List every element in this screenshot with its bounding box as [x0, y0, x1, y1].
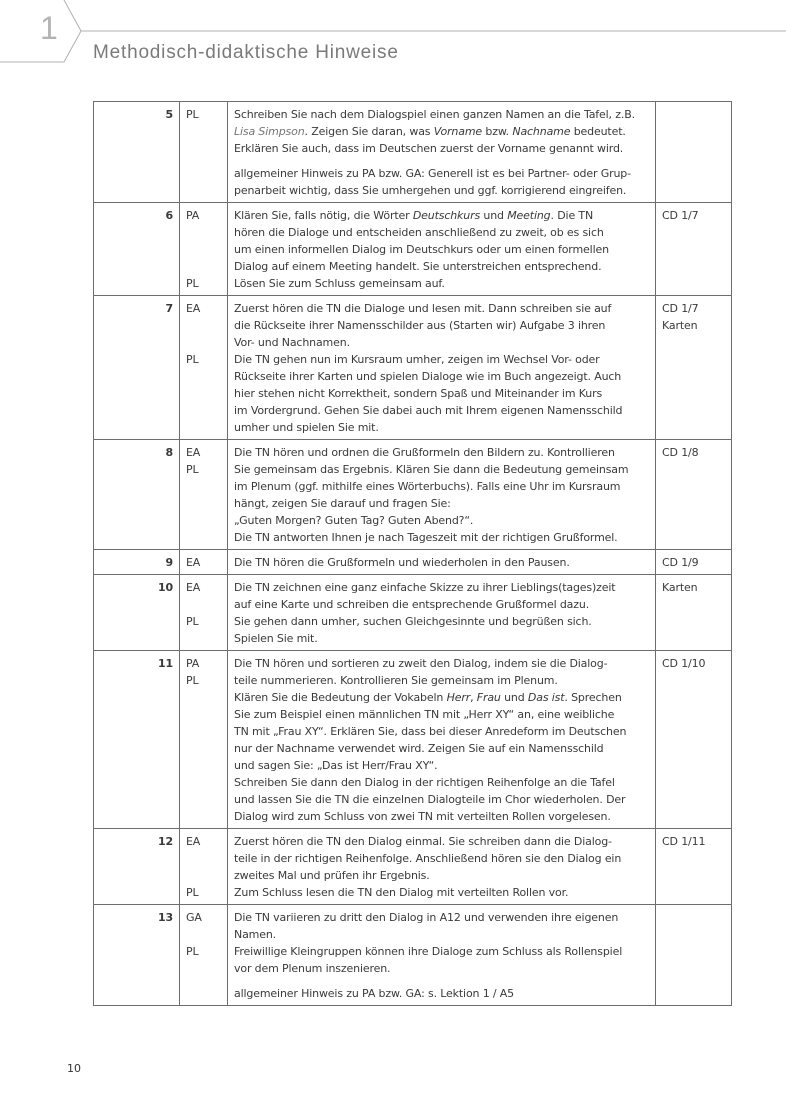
table-row: [94, 296, 732, 440]
social-form: PL: [186, 277, 199, 290]
media-item: CD 1/7: [662, 209, 699, 222]
note-line: penarbeit wichtig, dass Sie umhergehen und ggf. korrigierend eingreifen.: [234, 184, 627, 197]
general-note: [234, 165, 649, 199]
text-segment: hier stehen nicht Korrektheit, sondern Spaß und Miteinander im Kurs: [234, 387, 603, 400]
media-cell: [656, 440, 732, 550]
step-number: 10: [94, 575, 180, 651]
text-segment: nur der Nachname verwendet wird. Zeigen Sie auf ein Namensschild: [234, 742, 604, 755]
social-form-cell: [180, 905, 228, 1006]
social-form: PL: [186, 674, 199, 687]
table-row: [94, 440, 732, 550]
general-note: [234, 985, 649, 1002]
social-form: [186, 334, 221, 351]
text-segment: Zum Schluss lesen die TN den Dialog mit verteilten Rollen vor.: [234, 886, 569, 899]
step-number: 8: [94, 440, 180, 550]
social-form: [186, 258, 221, 275]
page-number: 10: [67, 1062, 81, 1075]
text-segment: Schreiben Sie nach dem Dialogspiel einen ganzen Namen an die Tafel, z.B.: [234, 108, 635, 121]
table-row: [94, 102, 732, 203]
instruction-paragraph: [234, 909, 649, 977]
instruction-paragraph: [234, 207, 649, 292]
text-segment: Die TN gehen nun im Kursraum umher, zeigen im Wechsel Vor- oder: [234, 353, 600, 366]
instruction-text: [228, 296, 656, 440]
note-line: allgemeiner Hinweis zu PA bzw. GA: s. Lektion 1 / A5: [234, 987, 515, 1000]
table-row: [94, 905, 732, 1006]
media-cell: [656, 550, 732, 575]
instruction-paragraph: [234, 833, 649, 901]
media-item: CD 1/8: [662, 446, 699, 459]
instruction-text: [228, 905, 656, 1006]
instruction-text: [228, 440, 656, 550]
text-segment: teile in der richtigen Reihenfolge. Anschließend hören sie den Dialog ein: [234, 852, 622, 865]
text-segment: Sie gemeinsam das Ergebnis. Klären Sie dann die Bedeutung gemeinsam: [234, 463, 629, 476]
social-form: EA: [186, 556, 201, 569]
step-number: 12: [94, 829, 180, 905]
text-segment: Die TN variieren zu dritt den Dialog in A12 und verwenden ihre eigenen: [234, 911, 619, 924]
text-segment: hängt, zeigen Sie darauf und fragen Sie:: [234, 497, 451, 510]
text-segment: zweites Mal und prüfen ihr Ergebnis.: [234, 869, 430, 882]
social-form: PL: [186, 353, 199, 366]
text-segment: umher und spielen Sie mit.: [234, 421, 379, 434]
social-form: [186, 317, 221, 334]
text-segment: Rückseite ihrer Karten und spielen Dialoge wie im Buch angezeigt. Auch: [234, 370, 622, 383]
social-form: GA: [186, 911, 202, 924]
text-segment: auf eine Karte und schreiben die entsprechende Grußformel dazu.: [234, 598, 590, 611]
media-cell: [656, 575, 732, 651]
text-segment: Dialog auf einem Meeting handelt. Sie unterstreichen entsprechend.: [234, 260, 602, 273]
step-number: 6: [94, 203, 180, 296]
text-segment: Zuerst hören die TN die Dialoge und lesen mit. Dann schreiben sie auf: [234, 302, 612, 315]
page-title: Methodisch-didaktische Hinweise: [93, 42, 399, 63]
text-segment: Vor- und Nachnamen.: [234, 336, 350, 349]
media-cell: [656, 102, 732, 203]
text-segment: . Sprechen: [564, 691, 622, 704]
text-segment: und lassen Sie die TN die einzelnen Dialogteile im Chor wiederholen. Der: [234, 793, 626, 806]
text-segment: Dialog wird zum Schluss von zwei TN mit verteilten Rollen vorgelesen.: [234, 810, 611, 823]
text-segment: Freiwillige Kleingruppen können ihre Dialoge zum Schluss als Rollenspiel: [234, 945, 623, 958]
emphasis: Vorname: [433, 125, 483, 138]
text-segment: teile nummerieren. Kontrollieren Sie gemeinsam im Plenum.: [234, 674, 558, 687]
text-segment: TN mit „Frau XY“. Erklären Sie, dass bei dieser Anredeform im Deutschen: [234, 725, 627, 738]
media-cell: [656, 905, 732, 1006]
social-form: [186, 926, 221, 943]
step-number: 5: [94, 102, 180, 203]
social-form: PL: [186, 108, 199, 121]
text-segment: Die TN antworten Ihnen je nach Tageszeit mit der richtigen Grußformel.: [234, 531, 618, 544]
instruction-text: [228, 102, 656, 203]
text-segment: und: [480, 209, 508, 222]
social-form: PL: [186, 615, 199, 628]
text-segment: . Zeigen Sie daran, was: [304, 125, 434, 138]
social-form-cell: [180, 651, 228, 829]
social-form: EA: [186, 302, 201, 315]
instruction-text: [228, 203, 656, 296]
table-row: [94, 203, 732, 296]
social-form: PA: [186, 209, 200, 222]
text-segment: Klären Sie, falls nötig, die Wörter: [234, 209, 413, 222]
text-segment: Sie gehen dann umher, suchen Gleichgesinnte und begrüßen sich.: [234, 615, 592, 628]
instruction-text: [228, 829, 656, 905]
lesson-plan-table: [93, 101, 732, 1006]
table-row: [94, 550, 732, 575]
social-form-cell: [180, 296, 228, 440]
social-form: [186, 867, 221, 884]
instruction-text: [228, 550, 656, 575]
social-form: [186, 850, 221, 867]
social-form: [186, 596, 221, 613]
text-segment: Die TN hören und sortieren zu zweit den Dialog, indem sie die Dialog-: [234, 657, 608, 670]
text-segment: Die TN hören die Grußformeln und wiederholen in den Pausen.: [234, 556, 570, 569]
emphasis: Das ist: [527, 691, 565, 704]
text-segment: Sie zum Beispiel einen männlichen TN mit „Herr XY“ an, eine weibliche: [234, 708, 615, 721]
text-segment: bedeutet.: [570, 125, 626, 138]
text-segment: Die TN hören und ordnen die Grußformeln den Bildern zu. Kontrollieren: [234, 446, 615, 459]
social-form: PL: [186, 463, 199, 476]
instruction-text: [228, 575, 656, 651]
table-row: [94, 829, 732, 905]
social-form: EA: [186, 581, 201, 594]
media-cell: [656, 829, 732, 905]
text-segment: ,: [470, 691, 477, 704]
text-segment: Erklären Sie auch, dass im Deutschen zuerst der Vorname genannt wird.: [234, 142, 624, 155]
emphasis: Nachname: [512, 125, 571, 138]
social-form: [186, 241, 221, 258]
media-cell: [656, 296, 732, 440]
text-segment: um einen informellen Dialog im Deutschkurs oder um einen formellen: [234, 243, 609, 256]
instruction-paragraph: [234, 579, 649, 647]
emphasis: Herr: [446, 691, 471, 704]
media-cell: [656, 203, 732, 296]
emphasis: Frau: [476, 691, 501, 704]
text-segment: . Die TN: [550, 209, 594, 222]
social-form-cell: [180, 102, 228, 203]
text-segment: und: [500, 691, 528, 704]
social-form-cell: [180, 440, 228, 550]
step-number: 11: [94, 651, 180, 829]
text-segment: Namen.: [234, 928, 277, 941]
instruction-paragraph: [234, 106, 649, 157]
text-segment: und sagen Sie: „Das ist Herr/Frau XY“.: [234, 759, 438, 772]
text-segment: vor dem Plenum inszenieren.: [234, 962, 391, 975]
media-item: CD 1/9: [662, 556, 699, 569]
text-segment: Spielen Sie mit.: [234, 632, 318, 645]
table-row: [94, 575, 732, 651]
step-number: 13: [94, 905, 180, 1006]
media-item: CD 1/11: [662, 835, 706, 848]
social-form-cell: [180, 829, 228, 905]
text-segment: im Plenum (ggf. mithilfe eines Wörterbuchs). Falls eine Uhr im Kursraum: [234, 480, 621, 493]
text-segment: bzw.: [482, 125, 513, 138]
instruction-paragraph: [234, 554, 649, 571]
text-segment: Lösen Sie zum Schluss gemeinsam auf.: [234, 277, 445, 290]
instruction-paragraph: [234, 444, 649, 546]
emphasis: Lisa Simpson: [234, 125, 305, 138]
step-number: 9: [94, 550, 180, 575]
social-form: PL: [186, 945, 199, 958]
text-segment: hören die Dialoge und entscheiden anschließend zu zweit, ob es sich: [234, 226, 604, 239]
text-segment: „Guten Morgen? Guten Tag? Guten Abend?“.: [234, 514, 474, 527]
social-form: EA: [186, 446, 201, 459]
emphasis: Meeting: [507, 209, 551, 222]
text-segment: die Rückseite ihrer Namensschilder aus (Starten wir) Aufgabe 3 ihren: [234, 319, 606, 332]
text-segment: im Vordergrund. Gehen Sie dabei auch mit Ihrem eigenen Namensschild: [234, 404, 623, 417]
media-item: CD 1/7: [662, 302, 699, 315]
step-number: 7: [94, 296, 180, 440]
text-segment: Die TN zeichnen eine ganz einfache Skizze zu ihrer Lieblings(tages)zeit: [234, 581, 616, 594]
note-line: allgemeiner Hinweis zu PA bzw. GA: Generell ist es bei Partner- oder Grup-: [234, 167, 631, 180]
chapter-number: 1: [40, 10, 58, 46]
media-item: Karten: [662, 581, 698, 594]
social-form: PA: [186, 657, 200, 670]
social-form: EA: [186, 835, 201, 848]
social-form-cell: [180, 203, 228, 296]
instruction-text: [228, 651, 656, 829]
media-cell: [656, 651, 732, 829]
text-segment: Klären Sie die Bedeutung der Vokabeln: [234, 691, 447, 704]
media-item: Karten: [662, 319, 698, 332]
social-form-cell: [180, 550, 228, 575]
social-form: [186, 224, 221, 241]
social-form-cell: [180, 575, 228, 651]
social-form: PL: [186, 886, 199, 899]
text-segment: Zuerst hören die TN den Dialog einmal. Sie schreiben dann die Dialog-: [234, 835, 612, 848]
text-segment: Schreiben Sie dann den Dialog in der richtigen Reihenfolge an die Tafel: [234, 776, 615, 789]
instruction-paragraph: [234, 300, 649, 436]
emphasis: Deutschkurs: [412, 209, 481, 222]
table-row: [94, 651, 732, 829]
media-item: CD 1/10: [662, 657, 706, 670]
instruction-paragraph: [234, 655, 649, 825]
